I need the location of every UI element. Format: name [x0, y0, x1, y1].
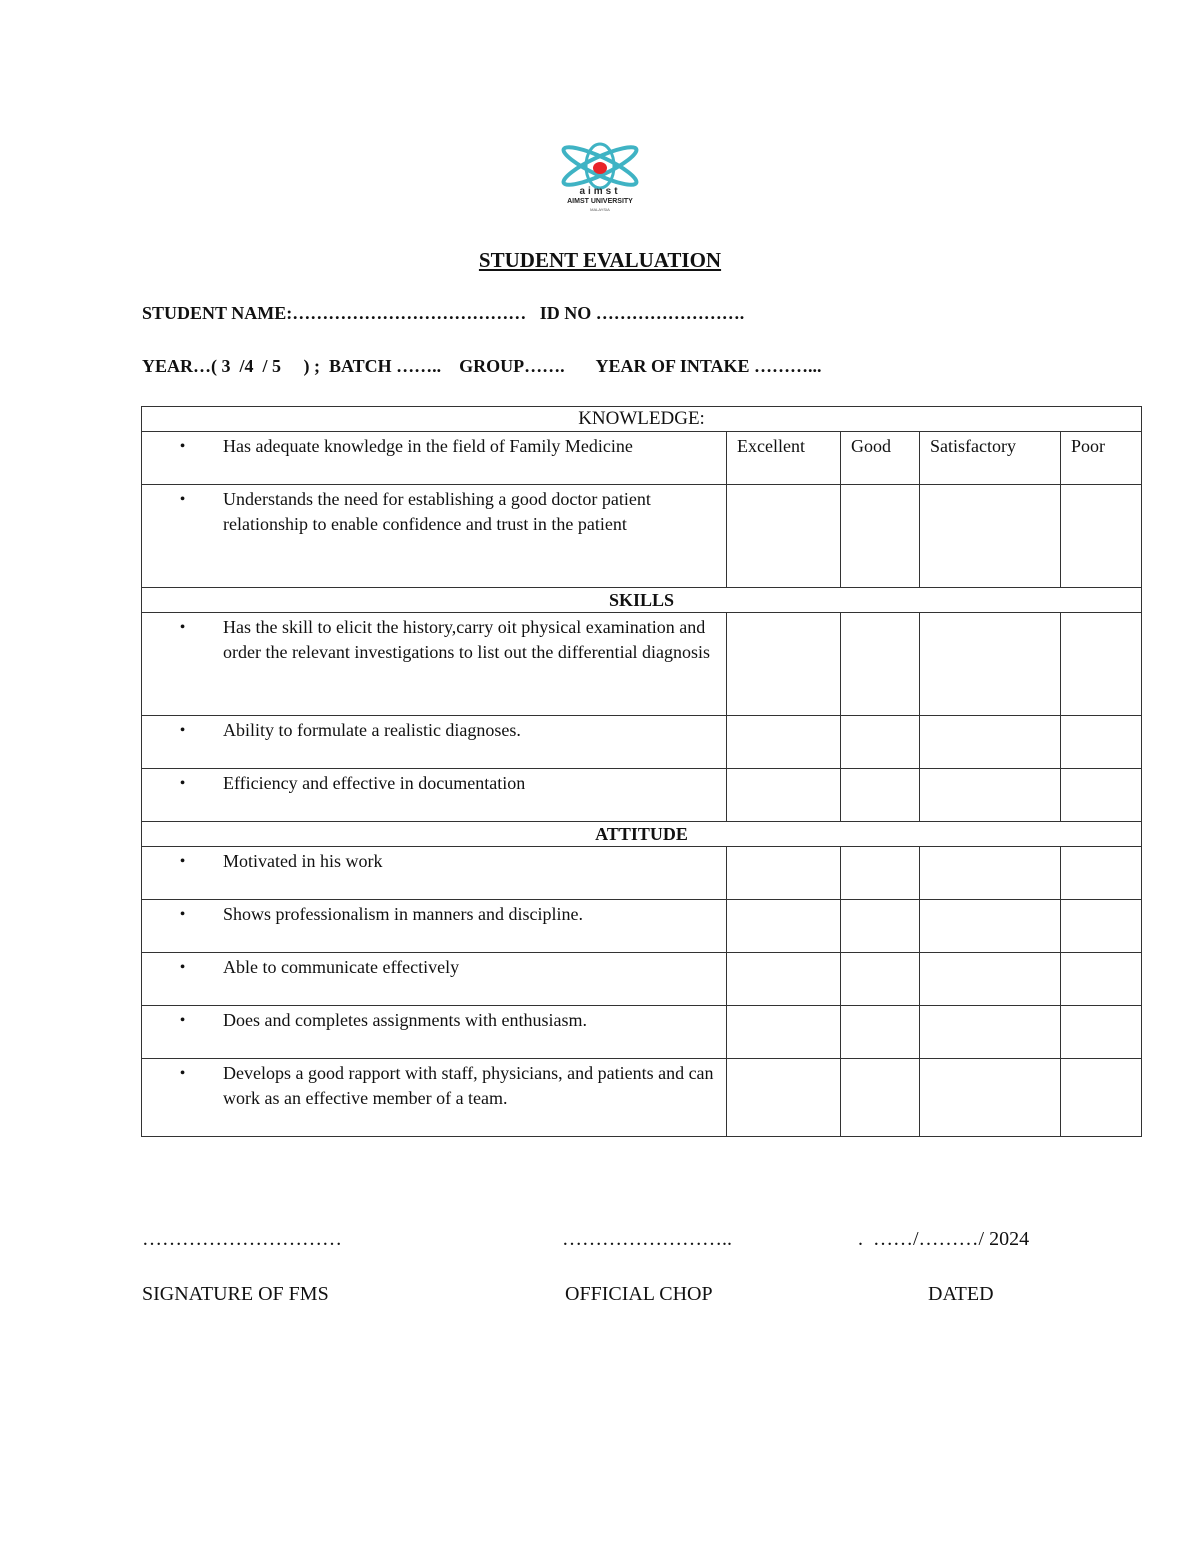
- rating-box-good[interactable]: [841, 900, 920, 953]
- table-row: [142, 900, 1142, 953]
- rating-box-poor[interactable]: [1061, 1006, 1142, 1059]
- rating-box-good[interactable]: [841, 847, 920, 900]
- rating-box-excellent[interactable]: [727, 953, 841, 1006]
- rating-header-satisfactory: Satisfactory: [920, 432, 1061, 485]
- table-row: [142, 432, 1142, 485]
- rating-box-good[interactable]: [841, 769, 920, 822]
- rating-box-excellent[interactable]: [727, 769, 841, 822]
- bullet-icon: •: [179, 722, 186, 739]
- rating-box-poor[interactable]: [1061, 769, 1142, 822]
- bullet-icon: •: [179, 1012, 186, 1029]
- university-logo: [540, 140, 660, 218]
- bullet-icon: •: [179, 1065, 186, 1082]
- rating-box-satisfactory[interactable]: [920, 1059, 1061, 1137]
- bullet-icon: •: [179, 959, 186, 976]
- table-row: [142, 953, 1142, 1006]
- rating-box-good[interactable]: [841, 613, 920, 716]
- table-row: [142, 1059, 1142, 1137]
- rating-box-satisfactory[interactable]: [920, 900, 1061, 953]
- table-row: [142, 716, 1142, 769]
- criterion-text: Understands the need for establishing a good doctor patient relationship to enable confidence and trust in the patient: [223, 489, 651, 534]
- bullet-icon: •: [179, 491, 186, 508]
- table-row: [142, 847, 1142, 900]
- section-header-row: [142, 588, 1142, 613]
- bullet-icon: •: [179, 853, 186, 870]
- official-chop-label: OFFICIAL CHOP: [565, 1283, 713, 1305]
- criterion-cell: [142, 613, 727, 716]
- rating-box-excellent[interactable]: [727, 1006, 841, 1059]
- criterion-text: Efficiency and effective in documentation: [223, 773, 526, 793]
- official-chop-line[interactable]: ……………………..: [562, 1228, 732, 1250]
- rating-box-good[interactable]: [841, 485, 920, 588]
- table-row: [142, 613, 1142, 716]
- rating-box-poor[interactable]: [1061, 847, 1142, 900]
- rating-box-satisfactory[interactable]: [920, 485, 1061, 588]
- rating-box-poor[interactable]: [1061, 1059, 1142, 1137]
- rating-box-excellent[interactable]: [727, 1059, 841, 1137]
- bullet-icon: •: [179, 775, 186, 792]
- rating-box-poor[interactable]: [1061, 716, 1142, 769]
- rating-box-satisfactory[interactable]: [920, 953, 1061, 1006]
- bullet-icon: •: [179, 906, 186, 923]
- student-name-id-line[interactable]: STUDENT NAME:………………………………… ID NO …………………….: [142, 303, 745, 323]
- criterion-cell: [142, 900, 727, 953]
- rating-header-poor: Poor: [1061, 432, 1142, 485]
- criterion-cell: [142, 847, 727, 900]
- rating-box-good[interactable]: [841, 1059, 920, 1137]
- rating-box-poor[interactable]: [1061, 485, 1142, 588]
- logo-tagline: MALAYSIA: [590, 207, 610, 212]
- date-line[interactable]: . ……/………/ 2024: [858, 1228, 1030, 1250]
- section-title-knowledge: KNOWLEDGE:: [142, 407, 1142, 432]
- section-header-row: [142, 407, 1142, 432]
- evaluation-table: [141, 406, 1142, 1137]
- rating-box-good[interactable]: [841, 1006, 920, 1059]
- criterion-text: Able to communicate effectively: [223, 957, 460, 977]
- rating-box-satisfactory[interactable]: [920, 613, 1061, 716]
- criterion-cell: [142, 716, 727, 769]
- rating-box-poor[interactable]: [1061, 900, 1142, 953]
- rating-box-excellent[interactable]: [727, 485, 841, 588]
- criterion-cell: [142, 953, 727, 1006]
- section-header-row: [142, 822, 1142, 847]
- logo-university-name: AIMST UNIVERSITY: [567, 198, 633, 205]
- rating-box-excellent[interactable]: [727, 613, 841, 716]
- rating-box-poor[interactable]: [1061, 953, 1142, 1006]
- year-batch-group-line[interactable]: YEAR…( 3 /4 / 5 ) ; BATCH …….. GROUP……. YEAR OF INTAKE ………...: [142, 356, 822, 376]
- section-title-attitude: ATTITUDE: [142, 822, 1142, 847]
- rating-box-satisfactory[interactable]: [920, 847, 1061, 900]
- table-row: [142, 485, 1142, 588]
- criterion-text: Motivated in his work: [223, 851, 383, 871]
- rating-box-poor[interactable]: [1061, 613, 1142, 716]
- criterion-cell: [142, 432, 727, 485]
- criterion-cell: [142, 1059, 727, 1137]
- criterion-text: Ability to formulate a realistic diagnoses.: [223, 720, 521, 740]
- table-row: [142, 1006, 1142, 1059]
- criterion-cell: [142, 1006, 727, 1059]
- rating-box-good[interactable]: [841, 953, 920, 1006]
- criterion-text: Has the skill to elicit the history,carry oit physical examination and order the relevant investigations to list out the differential diagnosis: [223, 617, 711, 662]
- logo-wordmark: aimst: [579, 186, 621, 197]
- page-title: STUDENT EVALUATION: [478, 248, 722, 272]
- rating-box-excellent[interactable]: [727, 847, 841, 900]
- rating-box-satisfactory[interactable]: [920, 716, 1061, 769]
- criterion-text: Shows professionalism in manners and discipline.: [223, 904, 583, 924]
- rating-header-excellent: Excellent: [727, 432, 841, 485]
- signature-line[interactable]: …………………………: [142, 1228, 342, 1250]
- rating-box-excellent[interactable]: [727, 716, 841, 769]
- rating-box-satisfactory[interactable]: [920, 769, 1061, 822]
- criterion-text: Does and completes assignments with enthusiasm.: [223, 1010, 587, 1030]
- atom-logo-icon: [540, 140, 660, 190]
- bullet-icon: •: [179, 438, 186, 455]
- section-title-skills: SKILLS: [142, 588, 1142, 613]
- bullet-icon: •: [179, 619, 186, 636]
- rating-header-good: Good: [841, 432, 920, 485]
- rating-box-satisfactory[interactable]: [920, 1006, 1061, 1059]
- criterion-text: Has adequate knowledge in the field of Family Medicine: [223, 436, 633, 456]
- criterion-text: Develops a good rapport with staff, physicians, and patients and can work as an effective member of a team.: [223, 1063, 714, 1108]
- criterion-cell: [142, 769, 727, 822]
- rating-box-excellent[interactable]: [727, 900, 841, 953]
- criterion-cell: [142, 485, 727, 588]
- rating-box-good[interactable]: [841, 716, 920, 769]
- table-row: [142, 769, 1142, 822]
- date-label: DATED: [928, 1283, 994, 1305]
- signature-label: SIGNATURE OF FMS: [142, 1283, 329, 1305]
